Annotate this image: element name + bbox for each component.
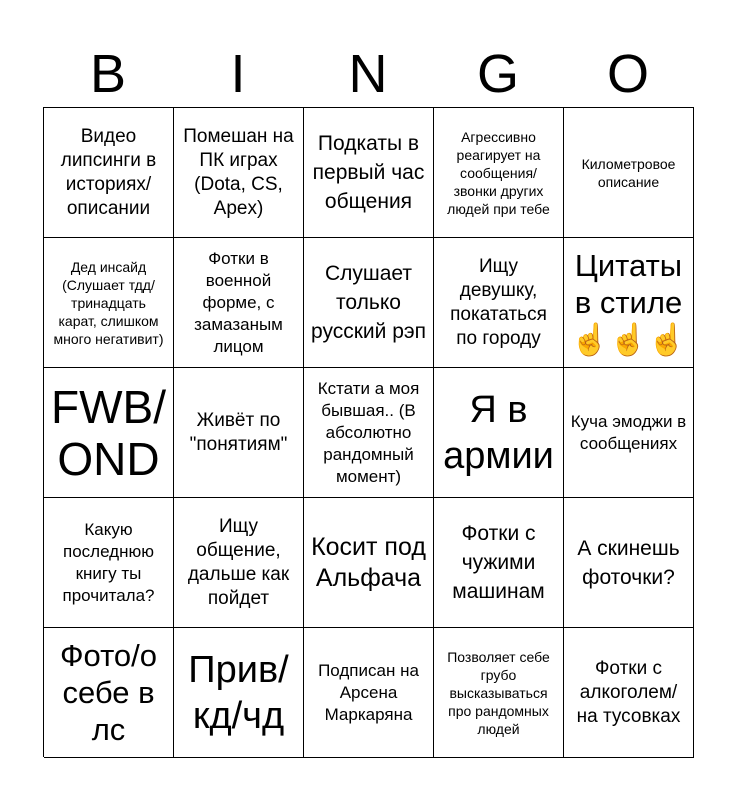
bingo-cell[interactable] xyxy=(564,368,694,498)
bingo-cell[interactable] xyxy=(434,238,564,368)
bingo-cell[interactable] xyxy=(304,108,434,238)
title-letter-i: I xyxy=(230,44,246,104)
cell-text: Кстати а моя бывшая.. (В абсолютно рандомный момент) xyxy=(317,378,420,486)
bingo-title xyxy=(43,40,693,108)
cell-text: Слушает только русский рэп xyxy=(311,262,426,343)
bingo-cell[interactable] xyxy=(44,238,174,368)
title-letter-n: N xyxy=(348,44,388,104)
cell-text: Ищу девушку, покататься по городу xyxy=(450,255,547,349)
cell-text: Агрессивно реагирует на сообщения/ звонки других людей при тебе xyxy=(447,128,550,217)
bingo-cell[interactable] xyxy=(304,368,434,498)
cell-text: Позволяет себе грубо высказываться про рандомных людей xyxy=(447,648,550,737)
bingo-cell[interactable] xyxy=(304,238,434,368)
bingo-cell[interactable] xyxy=(304,628,434,758)
bingo-cell[interactable] xyxy=(434,368,564,498)
bingo-cell[interactable] xyxy=(44,368,174,498)
cell-text: Куча эмоджи в сообщениях xyxy=(570,411,687,453)
cell-text: Помешан на ПК играх (Dota, CS, Apex) xyxy=(183,125,294,219)
cell-text: Километровое описание xyxy=(581,155,676,190)
bingo-cell[interactable] xyxy=(44,628,174,758)
bingo-cell[interactable] xyxy=(434,498,564,628)
bingo-cell[interactable] xyxy=(174,368,304,498)
cell-text: Подписан на Арсена Маркаряна xyxy=(318,660,419,724)
cell-text: Подкаты в первый час общения xyxy=(312,132,425,213)
cell-text: А скинешь фоточки? xyxy=(577,536,680,589)
title-letter-o: O xyxy=(606,44,649,104)
title-letter-b: B xyxy=(89,44,127,104)
bingo-cell[interactable] xyxy=(434,108,564,238)
bingo-cell[interactable] xyxy=(174,238,304,368)
cell-text: Видео липсинги в историях/ описании xyxy=(60,125,157,219)
cell-text: Фотки с чужими машинам xyxy=(452,522,545,603)
cell-text: Фото/о себе в лс xyxy=(59,638,158,747)
cell-text: Прив/ кд/чд xyxy=(188,648,289,737)
cell-text: FWB/ OND xyxy=(51,380,166,485)
cell-text: Косит под Альфача xyxy=(311,532,426,592)
bingo-cell[interactable] xyxy=(564,108,694,238)
cell-text: Цитаты в стиле ☝️☝️☝️ xyxy=(570,248,687,357)
bingo-cell[interactable] xyxy=(564,498,694,628)
bingo-cell[interactable] xyxy=(174,498,304,628)
bingo-cell[interactable] xyxy=(434,628,564,758)
cell-text: Я в армии xyxy=(443,388,554,477)
bingo-cell[interactable] xyxy=(174,108,304,238)
bingo-cell[interactable] xyxy=(44,498,174,628)
bingo-cell[interactable] xyxy=(44,108,174,238)
cell-text: Ищу общение, дальше как пойдет xyxy=(187,515,290,609)
title-letter-g: G xyxy=(476,44,519,104)
bingo-cell[interactable] xyxy=(564,238,694,368)
bingo-board xyxy=(43,107,694,757)
cell-text: Какую последнюю книгу ты прочитала? xyxy=(62,519,155,605)
cell-text: Фотки в военной форме, с замазаным лицом xyxy=(194,248,283,356)
cell-text: Фотки с алкоголем/ на тусовках xyxy=(576,657,681,727)
cell-text: Дед инсайд (Слушает тдд/ тринадцать карат, слишком много негативит) xyxy=(53,258,164,347)
bingo-cell[interactable] xyxy=(174,628,304,758)
bingo-cell[interactable] xyxy=(564,628,694,758)
bingo-cell[interactable] xyxy=(304,498,434,628)
cell-text: Живёт по "понятиям" xyxy=(189,409,288,455)
